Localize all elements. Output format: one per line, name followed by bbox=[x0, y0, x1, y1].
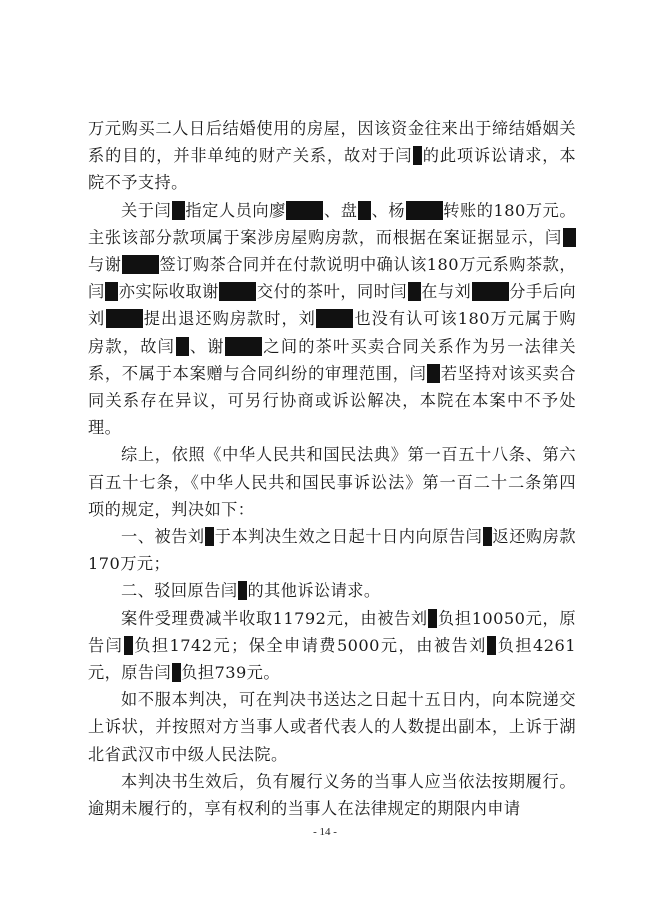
redaction-mark bbox=[428, 609, 437, 628]
paragraph-5 bbox=[88, 577, 576, 604]
text-run: 、盘 bbox=[323, 200, 358, 220]
page-number: - 14 - bbox=[313, 826, 337, 838]
redaction-mark bbox=[105, 282, 118, 301]
text-run: 提出退还购房款时，刘 bbox=[143, 309, 316, 329]
redaction-mark bbox=[219, 282, 256, 301]
text-run: 负担4261元，原告闫 bbox=[88, 635, 576, 683]
paragraph-4 bbox=[88, 523, 576, 577]
redaction-mark bbox=[225, 337, 262, 356]
text-run: 指定人员向廖 bbox=[185, 200, 286, 220]
text-run: 负担10050元，原告闫 bbox=[88, 608, 576, 655]
redaction-mark bbox=[238, 581, 247, 600]
text-run: 负担1742元；保全申请费5000元，由被告刘 bbox=[133, 635, 487, 655]
text-run: 也没有认可该180万元属于购房款，故闫 bbox=[88, 309, 577, 356]
redaction-mark bbox=[172, 663, 181, 682]
text-run: 万元购买二人日后结婚使用的房屋，因该资金往来出于缔结婚姻关系的目的，并非单纯的财产关系，故对于闫 bbox=[88, 119, 576, 166]
redaction-mark bbox=[406, 201, 443, 220]
redaction-mark bbox=[124, 636, 133, 655]
redaction-mark bbox=[172, 201, 185, 220]
text-run: 亦实际收取谢 bbox=[118, 282, 219, 302]
text-run: 签订购茶合同并在付款说明中确认该180万元系购茶款，闫 bbox=[88, 255, 576, 302]
text-run: 关于闫 bbox=[121, 200, 172, 220]
paragraph-7: 如不服本判决，可在判决书送达之日起十五日内，向本院递交上诉状，并按照对方当事人或者代表人的人数提出副本，上诉于湖北省武汉市中级人民法院。 bbox=[88, 690, 576, 764]
redaction-mark bbox=[358, 201, 371, 220]
redaction-mark bbox=[487, 636, 496, 655]
paragraph-8: 本判决书生效后，负有履行义务的当事人应当依法按期履行。逾期未履行的，享有权利的当事人在法律规定的期限内申请 bbox=[88, 771, 576, 819]
redaction-mark bbox=[427, 364, 440, 383]
text-run: 、谢 bbox=[189, 336, 225, 356]
text-run: 负担739元。 bbox=[181, 663, 280, 683]
text-run: 分手后向刘 bbox=[88, 282, 576, 329]
redaction-mark bbox=[205, 527, 214, 546]
text-run: 之间的茶叶买卖合同关系作为另一法律关系，不属于本案赠与合同纠纷的审理范围，闫 bbox=[88, 336, 576, 383]
text-run: 的其他诉讼请求。 bbox=[247, 581, 381, 601]
paragraph-2 bbox=[88, 197, 576, 442]
text-run: 与谢 bbox=[88, 255, 122, 275]
redaction-mark bbox=[483, 527, 492, 546]
paragraph-1 bbox=[88, 115, 576, 197]
text-run: 一、被告刘 bbox=[121, 527, 205, 547]
text-run: 、杨 bbox=[371, 200, 406, 220]
text-run: 于本判决生效之日起十日内向原告闫 bbox=[214, 527, 483, 547]
redaction-mark bbox=[176, 337, 189, 356]
redaction-mark bbox=[286, 201, 323, 220]
text-run: 返还购房款170万元； bbox=[88, 527, 577, 574]
text-run: 转账的180万元。 bbox=[443, 200, 577, 220]
redaction-mark bbox=[316, 309, 353, 328]
redaction-mark bbox=[563, 228, 576, 247]
text-run: 二、驳回原告闫 bbox=[121, 581, 238, 601]
paragraph-6 bbox=[88, 605, 576, 687]
text-run: 若坚持对该买卖合同关系存在异议，可另行协商或诉讼解决，本院在本案中不予处理。 bbox=[88, 363, 577, 438]
document-body bbox=[88, 115, 576, 822]
redaction-mark bbox=[472, 282, 509, 301]
text-run: 的此项诉讼请求，本院不予支持。 bbox=[88, 146, 576, 193]
text-run: 案件受理费减半收取11792元，由被告刘 bbox=[121, 608, 428, 628]
redaction-mark bbox=[413, 146, 422, 165]
redaction-mark bbox=[122, 255, 159, 274]
text-run: 交付的茶叶，同时闫 bbox=[256, 282, 408, 302]
redaction-mark bbox=[106, 309, 143, 328]
text-run: 主张该部分款项属于案涉房屋购房款，而根据在案证据显示，闫 bbox=[88, 227, 562, 247]
paragraph-3: 综上，依照《中华人民共和国民法典》第一百五十八条、第六百五十七条，《中华人民共和国民事诉讼法》第一百二十二条第四项的规定，判决如下： bbox=[88, 445, 576, 519]
text-run: 在与刘 bbox=[421, 282, 472, 302]
redaction-mark bbox=[408, 282, 421, 301]
